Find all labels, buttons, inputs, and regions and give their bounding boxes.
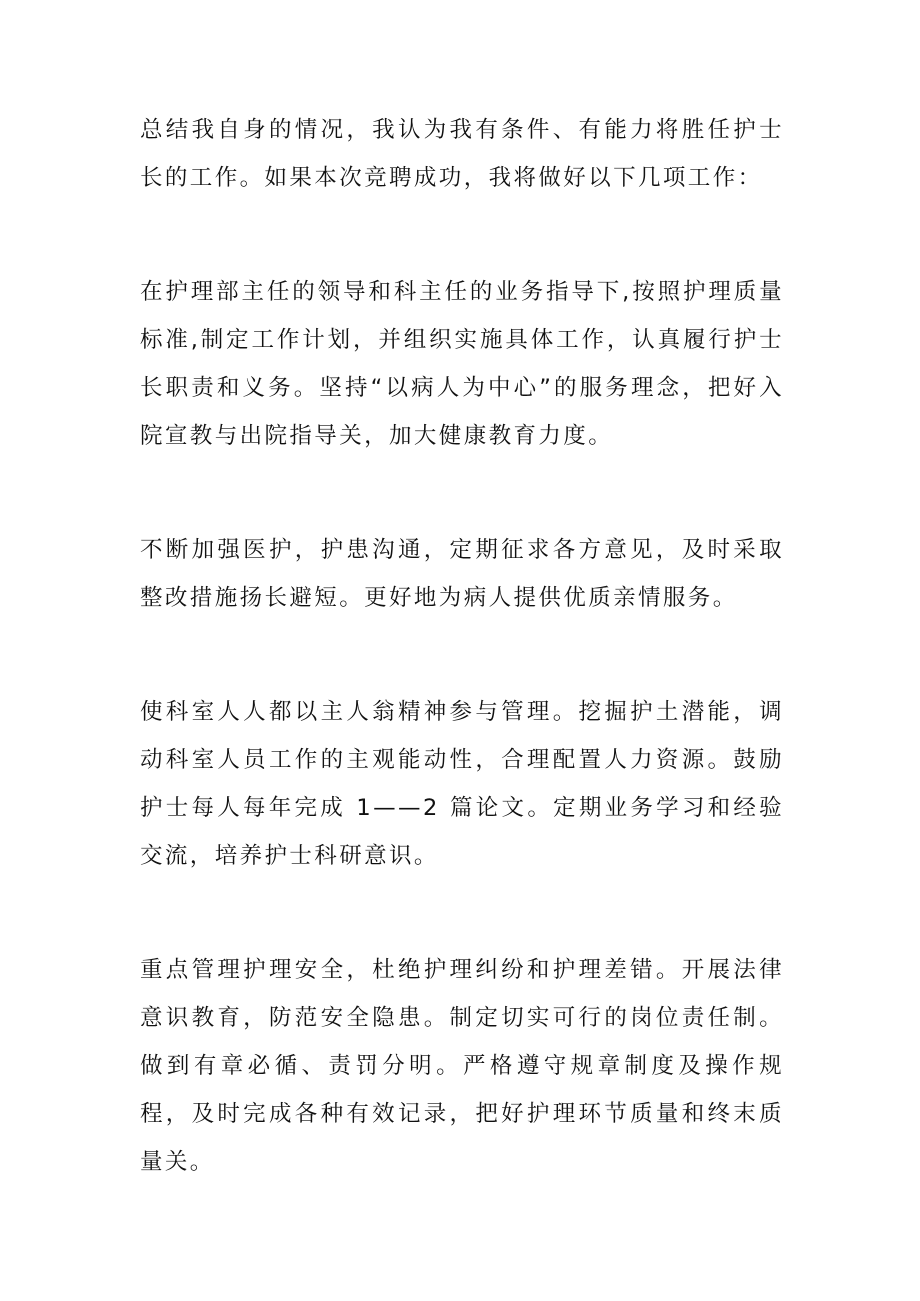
paragraph-1: 总结我自身的情况，我认为我有条件、有能力将胜任护士长的工作。如果本次竞聘成功，我将做好以下几项工作：	[140, 117, 784, 191]
paragraph-4: 使科室人人都以主人翁精神参与管理。挖掘护土潜能，调动科室人员工作的主观能动性，合理配置人力资源。鼓励护士每人每年完成 1——2 篇论文。定期业务学习和经验交流，培养护士科研意识。	[140, 699, 784, 869]
paragraph-5: 重点管理护理安全，杜绝护理纠纷和护理差错。开展法律意识教育，防范安全隐患。制定切实可行的岗位责任制。做到有章必循、责罚分明。严格遵守规章制度及操作规程，及时完成各种有效记录，把好护理环节质量和终末质量关。	[140, 957, 784, 1175]
paragraph-2: 在护理部主任的领导和科主任的业务指导下,按照护理质量标准,制定工作计划，并组织实施具体工作，认真履行护士长职责和义务。坚持“以病人为中心”的服务理念，把好入院宣教与出院指导关，加大健康教育力度。	[140, 279, 784, 449]
paragraph-3: 不断加强医护，护患沟通，定期征求各方意见，及时采取整改措施扬长避短。更好地为病人提供优质亲情服务。	[140, 537, 784, 611]
